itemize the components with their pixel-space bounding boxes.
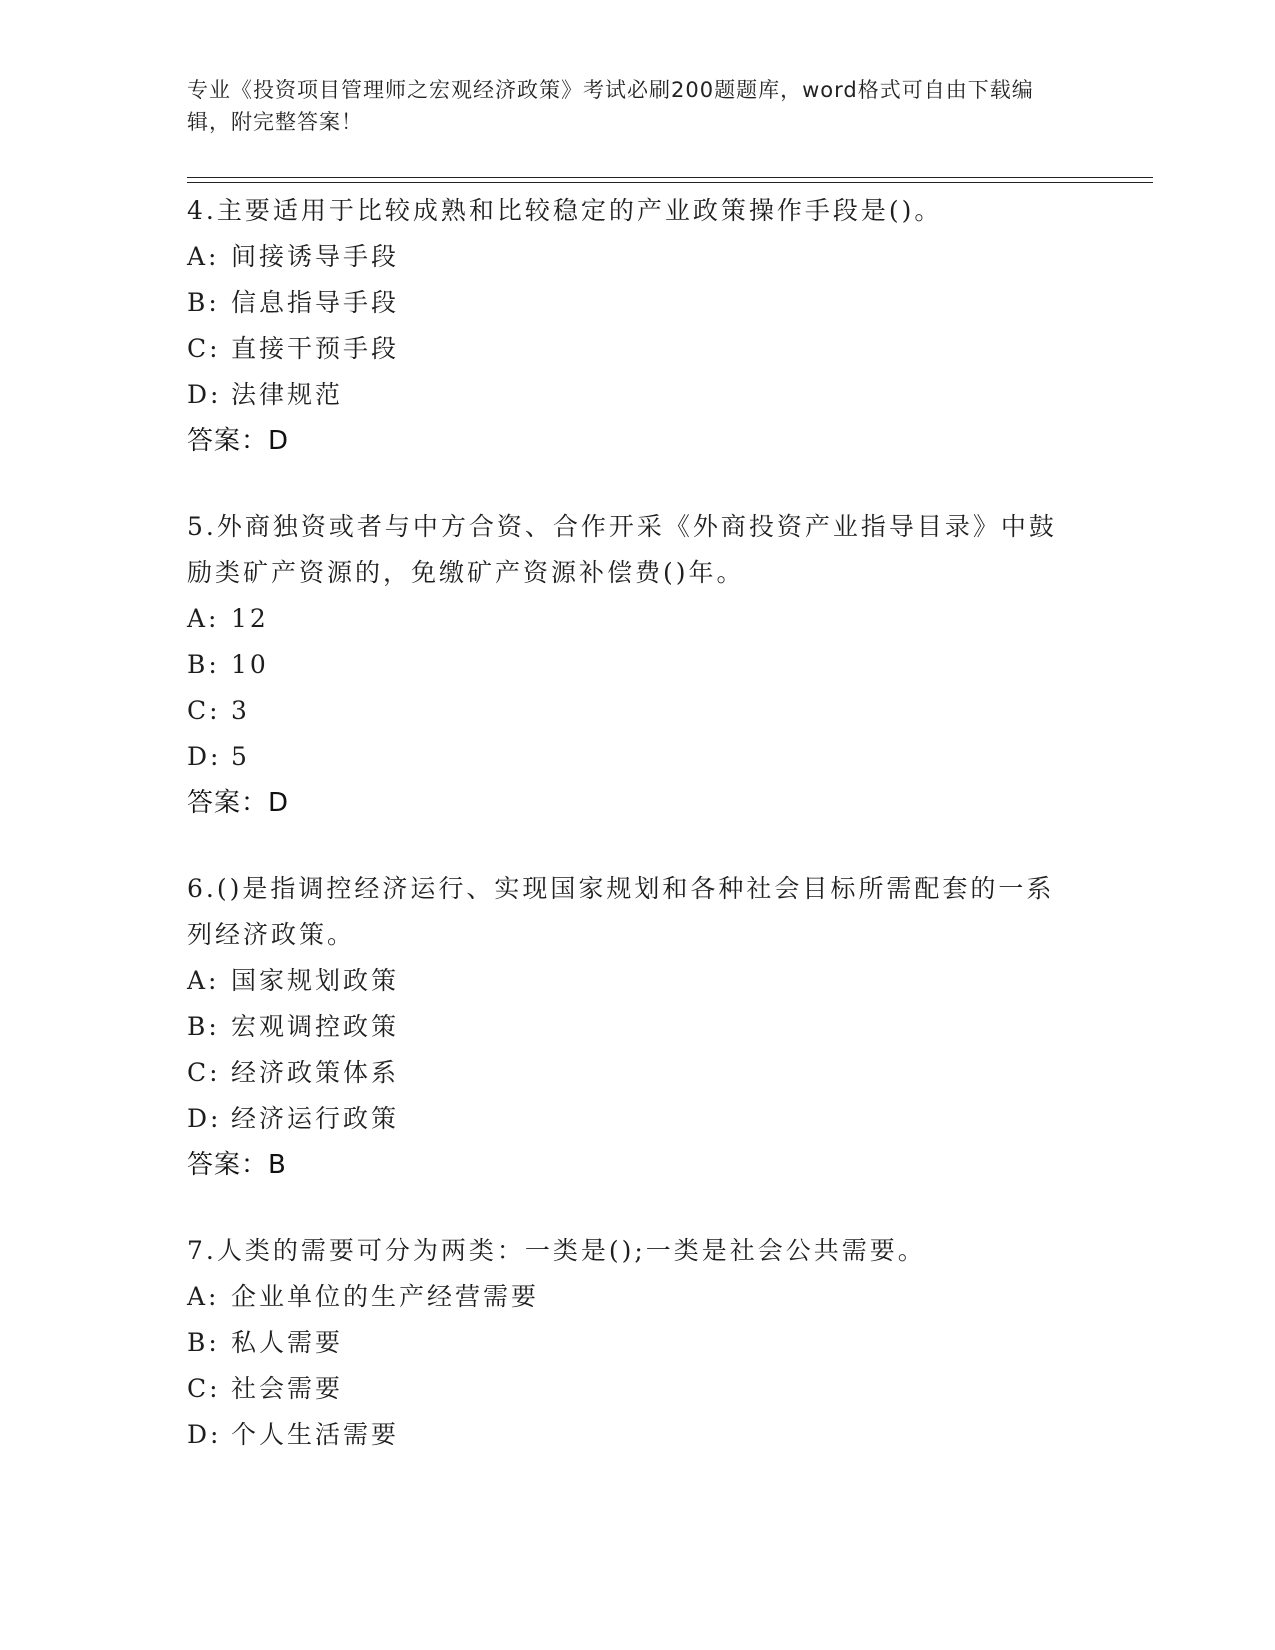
option-key: C: (187, 1058, 221, 1087)
option-key: D: (187, 380, 222, 409)
option-a (187, 234, 1067, 280)
option-text: 3 (231, 696, 250, 725)
option-c (187, 326, 1067, 372)
option-key: D: (187, 1104, 222, 1133)
option-key: A: (187, 1282, 220, 1311)
question-stem: 6.()是指调控经济运行、实现国家规划和各种社会目标所需配套的一系列经济政策。 (187, 874, 1055, 949)
option-key: A: (187, 966, 220, 995)
answer-line: 答案：B (187, 1150, 287, 1180)
option-key: B: (187, 1328, 220, 1357)
option-text: 法律规范 (231, 380, 344, 409)
option-text: 5 (231, 742, 250, 771)
option-key: D: (187, 1420, 222, 1449)
option-text: 宏观调控政策 (231, 1012, 400, 1041)
question-4 (187, 188, 1067, 464)
option-b (187, 642, 1067, 688)
option-text: 企业单位的生产经营需要 (231, 1282, 540, 1311)
option-text: 经济政策体系 (231, 1058, 400, 1087)
option-c (187, 1366, 1067, 1412)
option-c (187, 688, 1067, 734)
option-d (187, 372, 1067, 418)
option-text: 信息指导手段 (231, 288, 400, 317)
option-text: 直接干预手段 (231, 334, 400, 363)
option-text: 个人生活需要 (231, 1420, 400, 1449)
option-text: 10 (231, 650, 269, 679)
option-a (187, 596, 1067, 642)
option-b (187, 280, 1067, 326)
option-text: 私人需要 (231, 1328, 344, 1357)
option-d (187, 734, 1067, 780)
question-list (187, 188, 1067, 1498)
header-rule-top (187, 177, 1153, 178)
option-key: C: (187, 696, 221, 725)
question-6 (187, 866, 1067, 1188)
answer-line: 答案：D (187, 426, 290, 456)
question-stem: 5.外商独资或者与中方合资、合作开采《外商投资产业指导目录》中鼓励类矿产资源的，免缴矿产资源补偿费()年。 (187, 512, 1057, 587)
question-stem: 7.人类的需要可分为两类：一类是();一类是社会公共需要。 (187, 1236, 926, 1265)
question-stem: 4.主要适用于比较成熟和比较稳定的产业政策操作手段是()。 (187, 196, 943, 225)
option-key: B: (187, 288, 220, 317)
question-5 (187, 504, 1067, 826)
option-d (187, 1412, 1067, 1458)
answer-line: 答案：D (187, 788, 290, 818)
option-d (187, 1096, 1067, 1142)
option-b (187, 1320, 1067, 1366)
option-key: C: (187, 334, 221, 363)
option-key: D: (187, 742, 222, 771)
option-key: C: (187, 1374, 221, 1403)
option-key: B: (187, 650, 220, 679)
header-rule-bottom (187, 182, 1153, 183)
option-text: 国家规划政策 (231, 966, 400, 995)
option-a (187, 1274, 1067, 1320)
question-7 (187, 1228, 1067, 1458)
option-text: 社会需要 (231, 1374, 344, 1403)
option-key: B: (187, 1012, 220, 1041)
option-key: A: (187, 242, 220, 271)
option-text: 经济运行政策 (231, 1104, 400, 1133)
option-text: 12 (231, 604, 269, 633)
option-b (187, 1004, 1067, 1050)
option-a (187, 958, 1067, 1004)
option-key: A: (187, 604, 220, 633)
option-text: 间接诱导手段 (231, 242, 400, 271)
document-header: 专业《投资项目管理师之宏观经济政策》考试必刷200题题库，word格式可自由下载编辑，附完整答案！ (187, 78, 1034, 134)
option-c (187, 1050, 1067, 1096)
